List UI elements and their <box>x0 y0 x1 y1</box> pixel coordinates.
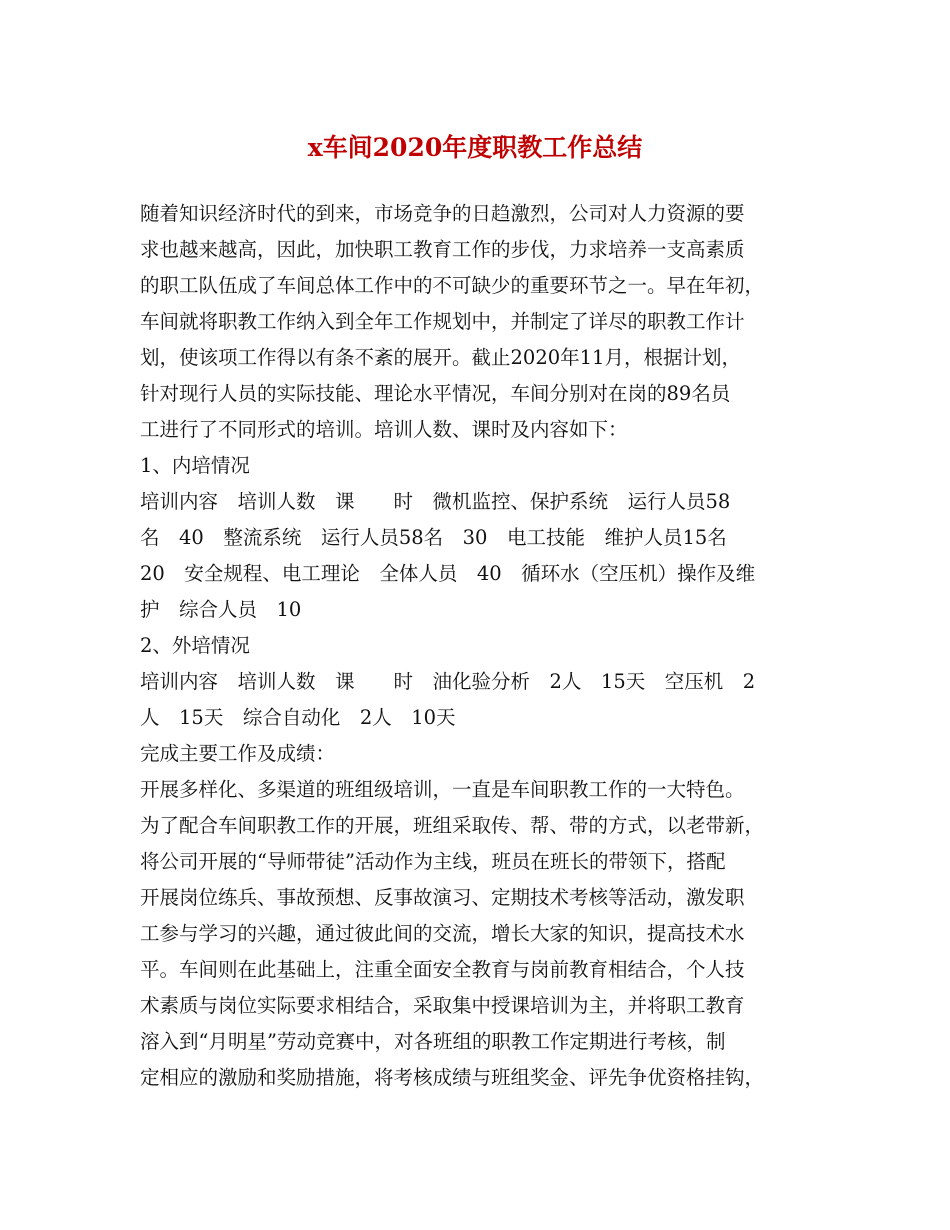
body-line: 开展岗位练兵、事故预想、反事故演习、定期技术考核等活动，激发职 <box>140 886 745 909</box>
body-line: 将公司开展的“导师带徒”活动作为主线，班员在班长的带领下，搭配 <box>140 850 726 873</box>
body-line: 工参与学习的兴趣，通过彼此间的交流，增长大家的知识，提高技术水 <box>140 922 745 945</box>
body-line: 针对现行人员的实际技能、理论水平情况，车间分别对在岗的89名员 <box>140 382 731 405</box>
body-line: 的职工队伍成了车间总体工作中的不可缺少的重要环节之一。早在年初， <box>140 274 765 297</box>
body-line: 随着知识经济时代的到来，市场竞争的日趋激烈，公司对人力资源的要 <box>140 202 745 225</box>
body-line: 开展多样化、多渠道的班组级培训，一直是车间职教工作的一大特色。 <box>140 778 745 801</box>
section-heading: 2、外培情况 <box>140 634 250 657</box>
section-heading: 完成主要工作及成绩： <box>140 742 336 765</box>
document-title: x车间2020年度职教工作总结 <box>307 133 643 162</box>
body-line: 为了配合车间职教工作的开展，班组采取传、帮、带的方式，以老带新， <box>140 814 765 837</box>
body-line: 定相应的激励和奖励措施，将考核成绩与班组奖金、评先争优资格挂钩， <box>140 1066 765 1089</box>
body-line: 平。车间则在此基础上，注重全面安全教育与岗前教育相结合，个人技 <box>140 958 745 981</box>
body-line: 车间就将职教工作纳入到全年工作规划中，并制定了详尽的职教工作计 <box>140 310 745 333</box>
body-line: 培训内容 培训人数 课 时 微机监控、保护系统 运行人员58 <box>140 490 731 513</box>
body-line: 工进行了不同形式的培训。培训人数、课时及内容如下： <box>140 418 628 441</box>
section-heading: 1、内培情况 <box>140 454 250 477</box>
body-line: 培训内容 培训人数 课 时 油化验分析 2人 15天 空压机 2 <box>140 670 756 693</box>
body-line: 20 安全规程、电工理论 全体人员 40 循环水（空压机）操作及维 <box>140 562 756 585</box>
body-line: 护 综合人员 10 <box>140 598 302 621</box>
body-line: 划，使该项工作得以有条不紊的展开。截止2020年11月，根据计划， <box>140 346 741 369</box>
body-line: 溶入到“月明星”劳动竞赛中，对各班组的职教工作定期进行考核，制 <box>140 1030 726 1053</box>
body-line: 术素质与岗位实际要求相结合，采取集中授课培训为主，并将职工教育 <box>140 994 745 1017</box>
body-line: 求也越来越高，因此，加快职工教育工作的步伐，力求培养一支高素质 <box>140 238 745 261</box>
body-line: 人 15天 综合自动化 2人 10天 <box>140 706 456 729</box>
body-line: 名 40 整流系统 运行人员58名 30 电工技能 维护人员15名 <box>140 526 727 549</box>
